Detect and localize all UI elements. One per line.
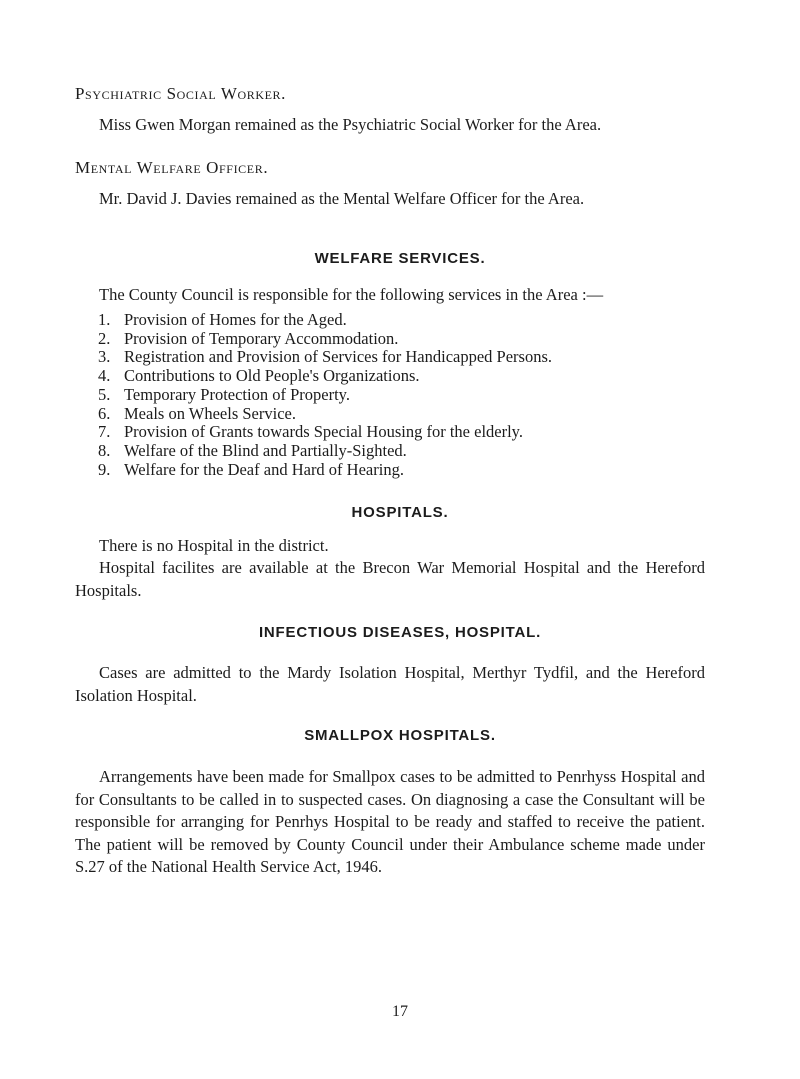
list-item	[98, 367, 718, 386]
psw-text: Miss Gwen Morgan remained as the Psychiatric Social Worker for the Area.	[99, 115, 602, 134]
smallpox-hospitals-heading: SMALLPOX HOSPITALS.	[304, 727, 496, 744]
item-text: Contributions to Old People's Organizations.	[124, 366, 420, 386]
list-item	[98, 311, 718, 330]
list-item	[98, 423, 718, 442]
list-item	[98, 386, 718, 405]
item-number: 1.	[98, 310, 111, 329]
welfare-services-heading: WELFARE SERVICES.	[314, 250, 486, 267]
item-number: 5.	[98, 384, 111, 404]
item-text: Provision of Grants towards Special Housing for the elderly.	[124, 422, 523, 442]
item-text: Registration and Provision of Services for Handicapped Persons.	[124, 347, 553, 367]
item-number: 2.	[98, 328, 111, 348]
list-item	[98, 461, 718, 480]
infectious-diseases-text: Cases are admitted to the Mardy Isolation Hospital, Merthyr Tydfil, and the Hereford Isolation Hospital.	[75, 663, 705, 705]
item-number: 7.	[98, 422, 111, 442]
item-text: Welfare for the Deaf and Hard of Hearing.	[124, 459, 404, 479]
hospitals-line-2: Hospital facilites are available at the Brecon War Memorial Hospital and the Hereford Hospitals.	[75, 558, 705, 600]
welfare-services-list	[98, 311, 718, 479]
list-item	[98, 348, 718, 367]
item-number: 6.	[98, 403, 111, 423]
item-number: 9.	[98, 459, 111, 479]
list-item	[98, 330, 718, 349]
item-number: 3.	[98, 347, 111, 367]
item-number: 8.	[98, 440, 111, 460]
mwo-text: Mr. David J. Davies remained as the Mental Welfare Officer for the Area.	[99, 189, 585, 208]
hospitals-heading: HOSPITALS.	[351, 504, 449, 521]
item-text: Provision of Temporary Accommodation.	[124, 328, 399, 348]
infectious-diseases-heading: INFECTIOUS DISEASES, HOSPITAL.	[258, 624, 542, 641]
list-item	[98, 405, 718, 424]
item-text: Provision of Homes for the Aged.	[124, 310, 347, 329]
list-item	[98, 442, 718, 461]
item-text: Meals on Wheels Service.	[124, 403, 296, 423]
hospitals-line-1: There is no Hospital in the district.	[99, 536, 329, 555]
welfare-intro: The County Council is responsible for the following services in the Area :—	[99, 285, 604, 304]
psw-heading: Psychiatric Social Worker.	[75, 84, 287, 103]
item-text: Welfare of the Blind and Partially-Sighted.	[124, 440, 407, 460]
item-number: 4.	[98, 366, 111, 386]
page-number: 17	[392, 1003, 408, 1020]
item-text: Temporary Protection of Property.	[124, 384, 350, 404]
mwo-heading: Mental Welfare Officer.	[75, 158, 269, 177]
smallpox-hospitals-text: Arrangements have been made for Smallpox cases to be admitted to Penrhyss Hospital and for Consultants to be called in to suspected cases. On diagnosing a case the Consultant will be responsible for arranging for Penrhys Hospital to be ready and staffed to receive the patient. The patient will be removed by County Council under their Ambulance scheme made under S.27 of the National Health Service Act, 1946.	[75, 767, 705, 876]
